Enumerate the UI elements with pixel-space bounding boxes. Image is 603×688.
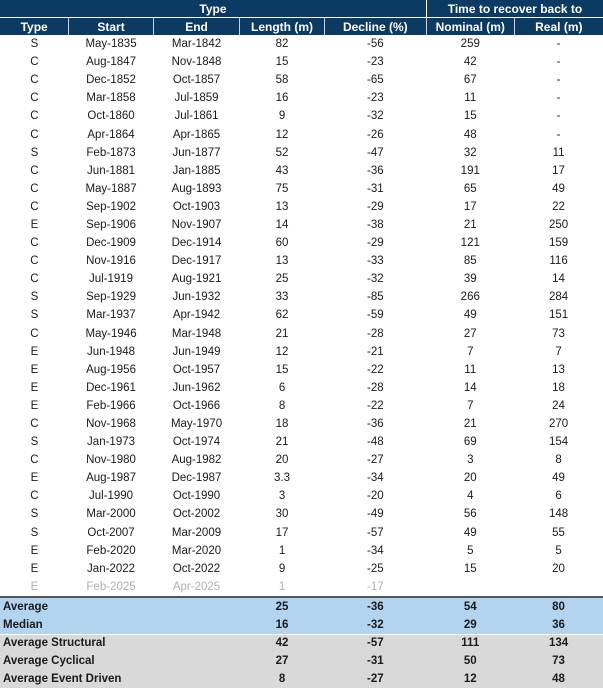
cell-nominal: 11 [464,363,477,376]
table-row [0,71,603,89]
cell-real: 24 [552,399,565,412]
cell-nominal: 85 [463,255,477,268]
table-row [0,107,603,125]
cell-real: 13 [552,363,565,376]
cell-nominal: 56 [463,508,477,521]
cell-end: Jun-1877 [172,146,221,159]
cell-nominal: 69 [463,436,477,449]
cell-nominal: 5 [467,544,474,557]
summary-real: 36 [514,616,603,634]
cell-type: S [30,508,39,521]
cell-real: 270 [548,418,569,431]
summary-label: Average Event Driven [0,670,240,688]
summary-nominal: 29 [426,616,514,634]
cell-type: C [30,490,39,503]
cell-nominal: 49 [463,526,477,539]
cell-real: 250 [548,218,569,231]
cell-end: Mar-1948 [171,327,222,340]
table-header [0,0,603,35]
cell-type: E [0,578,69,597]
cell-end: Oct-1974 [172,436,221,449]
cell-real: 8 [555,454,562,467]
summary-length: 27 [240,652,324,670]
cell-length: 1 [240,578,324,597]
cell-nominal: 48 [463,128,477,141]
cell-real: 151 [548,309,569,322]
cell-real: 5 [555,544,562,557]
cell-decline: -23 [366,92,384,105]
table-row [0,451,603,469]
cell-length: 3 [278,490,286,503]
cell-start: May-1835 [85,38,137,51]
cell-type: C [30,418,39,431]
cell-type: C [30,273,39,286]
cell-length: 13 [275,255,289,268]
cell-decline: -23 [366,56,384,69]
cell-type: S [30,436,39,449]
cell-end: Nov-1848 [171,56,222,69]
cell-start: Dec-1961 [86,381,136,394]
table-row [0,234,603,252]
cell-start: Aug-1987 [86,472,136,485]
table-row [0,325,603,343]
summary-row [0,652,603,670]
cell-start: Feb-1873 [86,146,136,159]
table-row [0,578,603,597]
summary-nominal: 12 [426,670,514,688]
cell-type: E [30,399,39,412]
cell-start: Jun-1881 [87,164,136,177]
cell-real: - [556,56,561,69]
cell-decline: -27 [366,454,384,467]
cell-nominal: 7 [467,345,474,358]
cell-start: Feb-1966 [86,399,136,412]
cell-end: Oct-1990 [172,490,221,503]
cell-end: Aug-1893 [171,182,222,195]
cell-start: Feb-2020 [86,544,136,557]
cell-type: C [30,110,39,123]
cell-real: 6 [555,490,562,503]
cell-decline: -22 [366,399,384,412]
cell-length: 3.3 [274,472,291,485]
table-row [0,487,603,505]
cell-end: Apr-1865 [172,128,221,141]
cell-type: C [30,128,39,141]
table-row [0,53,603,71]
cell-length: 21 [275,436,289,449]
cell-end: Oct-1857 [172,74,221,87]
cell-nominal: 266 [460,291,480,304]
cell-type: E [30,363,39,376]
cell-length: 25 [275,273,289,286]
cell-decline: -34 [366,472,384,485]
cell-real: 14 [552,273,565,286]
cell-nominal: 3 [467,454,474,467]
cell-start: Oct-1860 [87,110,135,123]
cell-type: C [30,327,39,340]
cell-length: 1 [278,544,286,557]
cell-length: 15 [275,363,289,376]
cell-length: 9 [278,110,286,123]
cell-type: C [30,255,39,268]
header-column-row [0,18,603,36]
cell-end: Aug-1982 [171,454,222,467]
summary-row [0,634,603,652]
cell-start: Dec-1852 [86,74,136,87]
table-row [0,433,603,451]
cell-decline: -36 [366,418,384,431]
table-row [0,288,603,306]
cell-decline: -32 [366,110,384,123]
cell-real: 17 [552,164,565,177]
cell-length: 6 [278,381,286,394]
cell-nominal: 39 [463,273,477,286]
cell-nominal: 15 [463,110,477,123]
cell-length: 12 [275,345,289,358]
cell-length: 18 [275,418,289,431]
table-row [0,469,603,487]
cell-decline: -65 [366,74,384,87]
cell-nominal: 121 [460,237,480,250]
cell-end: Dec-1917 [171,255,222,268]
cell-decline: -31 [366,182,384,195]
cell-end: Oct-2002 [172,508,221,521]
cell-end: Jul-1861 [174,110,219,123]
cell-length: 17 [275,526,289,539]
cell-type: E [30,345,39,358]
cell-start: Oct-2007 [87,526,135,539]
cell-real: 55 [552,526,565,539]
cell-type: S [30,38,39,51]
table-row [0,524,603,542]
cell-decline: -59 [366,309,384,322]
cell-length: 14 [275,218,289,231]
summary-decline: -57 [324,634,426,652]
summary-decline: -31 [324,652,426,670]
table-row [0,379,603,397]
cell-decline: -29 [366,200,384,213]
cell-real: 18 [552,381,565,394]
summary-decline: -32 [324,616,426,634]
cell-decline: -26 [366,128,384,141]
cell-nominal: 42 [463,56,477,69]
cell-length: 16 [275,92,289,105]
cell-real: 116 [549,255,568,268]
cell-decline: -36 [366,164,384,177]
cell-nominal: 32 [463,146,477,159]
cell-end: Nov-1907 [171,218,222,231]
cell-start: Sep-1929 [86,291,136,304]
cell-start: Aug-1847 [86,56,136,69]
summary-length: 42 [240,634,324,652]
column-header-nominal: Nominal (m) [426,18,514,36]
cell-nominal: 21 [463,418,477,431]
cell-nominal: 14 [463,381,477,394]
cell-end: Dec-1987 [171,472,222,485]
cell-decline: -22 [366,363,384,376]
cell-real: 20 [552,562,565,575]
summary-row [0,670,603,688]
cell-start: Jul-1919 [88,273,134,286]
cell-type: C [30,182,39,195]
cell-nominal: 17 [463,200,477,213]
table-row [0,361,603,379]
cell-type: E [30,381,39,394]
cell-start: Nov-1968 [86,418,136,431]
cell-start: Jun-1948 [87,345,136,358]
cell-start: Nov-1980 [86,454,136,467]
column-header-end: End [153,18,240,36]
column-header-start: Start [69,18,153,36]
cell-start: Aug-1956 [86,363,136,376]
cell-start: Jan-1973 [87,436,136,449]
cell-type: S [30,309,39,322]
cell-type: S [30,291,39,304]
cell-end: Jun-1962 [172,381,221,394]
table-row [0,560,603,578]
cell-nominal: 7 [467,399,474,412]
cell-length: 33 [275,291,289,304]
table-row [0,216,603,234]
summary-decline: -27 [324,670,426,688]
cell-type: E [30,544,39,557]
cell-real: 7 [555,345,562,358]
table-row [0,125,603,143]
table-row [0,252,603,270]
cell-length: 58 [275,74,289,87]
cell-end: Jun-1949 [172,345,221,358]
cell-length: 82 [275,38,289,51]
cell-end: Apr-1942 [172,309,221,322]
table-row [0,397,603,415]
summary-real: 73 [514,652,603,670]
cell-end: Jun-1932 [172,291,221,304]
cell-length: 43 [275,164,289,177]
summary-length: 16 [240,616,324,634]
summary-label: Average Structural [0,634,240,652]
table-row [0,89,603,107]
cell-end: Mar-2020 [171,544,222,557]
cell-decline: -33 [366,255,384,268]
cell-end: Aug-1921 [171,273,222,286]
cell-real: - [556,110,561,123]
cell-end: Oct-1957 [172,363,221,376]
summary-real: 134 [514,634,603,652]
table-row [0,198,603,216]
cell-end: Dec-1914 [171,237,222,250]
summary-label: Median [0,616,240,634]
column-header-decline: Decline (%) [324,18,426,36]
cell-decline: -47 [366,146,384,159]
cell-type: C [30,200,39,213]
cell-decline: -28 [366,381,384,394]
cell-real: 159 [548,237,569,250]
cell-type: S [30,526,39,539]
cell-length: 9 [278,562,286,575]
cell-real: 284 [548,291,569,304]
cell-start: Mar-1858 [86,92,136,105]
cell-nominal: 4 [467,490,474,503]
cell-start: Apr-1864 [87,128,135,141]
cell-real: 49 [552,472,565,485]
header-group-type: Type [0,0,426,18]
cell-decline: -28 [366,327,384,340]
cell-start: Mar-2000 [86,508,136,521]
cell-nominal: 27 [463,327,477,340]
table-row [0,415,603,433]
cell-decline: -85 [366,291,384,304]
cell-decline: -17 [324,578,426,597]
cell-start: Nov-1916 [86,255,136,268]
summary-real: 48 [514,670,603,688]
cell-decline: -49 [366,508,384,521]
table-row [0,505,603,523]
cell-start: Sep-1902 [86,200,136,213]
cell-nominal: 20 [463,472,477,485]
cell-nominal: 15 [463,562,477,575]
cell-type: E [30,562,39,575]
summary-label: Average [0,597,240,616]
header-group-row [0,0,603,18]
cell-type: C [30,74,39,87]
header-group-recover: Time to recover back to [426,0,603,18]
summary-body [0,597,603,688]
cell-real: - [556,92,561,105]
cell-nominal: 191 [460,164,480,177]
table-row [0,180,603,198]
cell-type: E [30,472,39,485]
cell-decline: -34 [366,544,384,557]
cell-start: Dec-1909 [86,237,136,250]
cell-nominal: 49 [463,309,477,322]
cell-length: 8 [278,399,286,412]
cell-length: 15 [275,56,289,69]
summary-decline: -36 [324,597,426,616]
cell-start: Sep-1906 [86,218,136,231]
table-row [0,542,603,560]
cell-type: C [30,56,39,69]
cell-real [514,578,603,597]
cell-type: E [30,218,39,231]
summary-nominal: 111 [426,634,514,652]
cell-real: 11 [552,146,565,159]
summary-real: 80 [514,597,603,616]
cell-length: 60 [275,237,289,250]
cell-nominal: 21 [463,218,477,231]
cell-real: 49 [552,182,565,195]
cell-decline: -29 [366,237,384,250]
cell-real: 73 [552,327,565,340]
summary-nominal: 54 [426,597,514,616]
cell-decline: -20 [366,490,384,503]
cell-real: - [556,128,561,141]
cell-length: 30 [275,508,289,521]
table-body [0,35,603,597]
cell-decline: -38 [366,218,384,231]
table-row [0,306,603,324]
column-header-type: Type [0,18,69,36]
cell-length: 20 [275,454,289,467]
summary-length: 25 [240,597,324,616]
table-row [0,343,603,361]
cell-decline: -57 [366,526,384,539]
cell-real: 154 [548,436,569,449]
cell-decline: -25 [366,562,384,575]
summary-row [0,616,603,634]
summary-nominal: 50 [426,652,514,670]
table-row [0,35,603,53]
cell-start: May-1946 [85,327,137,340]
cell-end: Mar-2009 [171,526,222,539]
cell-nominal: 259 [460,38,480,51]
cell-real: 22 [552,200,565,213]
cell-length: 21 [275,327,289,340]
cell-start: Mar-1937 [86,309,136,322]
cell-length: 52 [275,146,289,159]
table-row [0,144,603,162]
cell-start: May-1887 [85,182,137,195]
cell-nominal [426,578,514,597]
cell-start: Feb-2025 [69,578,153,597]
cell-start: Jan-2022 [87,562,136,575]
cell-decline: -56 [366,38,384,51]
summary-label: Average Cyclical [0,652,240,670]
cell-length: 62 [275,309,289,322]
cell-end: May-1970 [170,418,223,431]
cell-real: - [556,38,561,51]
cell-end: Jan-1885 [172,164,221,177]
cell-type: C [30,92,39,105]
summary-row [0,597,603,616]
column-header-real: Real (m) [514,18,603,36]
cell-type: C [30,237,39,250]
cell-start: Jul-1990 [88,490,134,503]
cell-end: Oct-1903 [172,200,221,213]
cell-nominal: 11 [464,92,477,105]
cell-length: 75 [275,182,289,195]
cell-nominal: 65 [463,182,477,195]
cell-real: - [556,74,561,87]
cell-real: 148 [548,508,569,521]
cell-length: 12 [275,128,289,141]
cell-end: Jul-1859 [174,92,219,105]
cell-end: Oct-1966 [172,399,221,412]
cell-end: Mar-1842 [171,38,222,51]
cell-nominal: 67 [463,74,477,87]
cell-end: Apr-2025 [153,578,240,597]
cell-decline: -32 [366,273,384,286]
cell-end: Oct-2022 [172,562,221,575]
table-row [0,270,603,288]
cell-length: 13 [275,200,289,213]
summary-length: 8 [240,670,324,688]
cell-decline: -21 [366,345,384,358]
column-header-length: Length (m) [240,18,324,36]
cell-type: C [30,454,39,467]
cell-decline: -48 [366,436,384,449]
table-row [0,162,603,180]
cell-type: S [30,146,39,159]
cell-type: C [30,164,39,177]
